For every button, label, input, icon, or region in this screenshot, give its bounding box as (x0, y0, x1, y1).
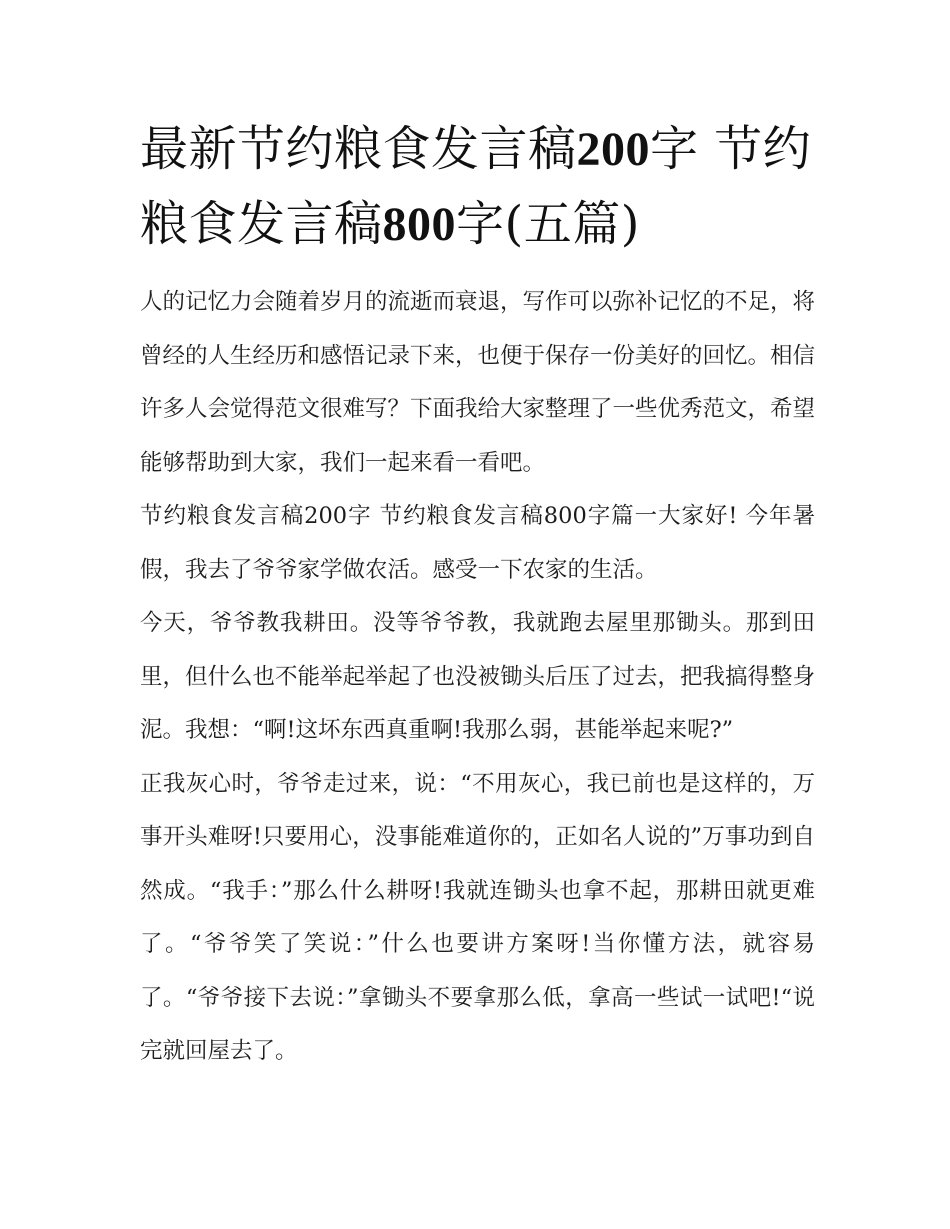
title-number: 200 (576, 123, 651, 176)
title-number: 800 (382, 198, 457, 251)
paragraph-heading-greeting: 节约粮食发言稿200字 节约粮食发言稿800字篇一大家好! 今年暑假，我去了爷爷家学做农活。感受一下农家的生活。 (140, 503, 815, 583)
paragraph-intro: 人的记忆力会随着岁月的流逝而衰退，写作可以弥补记忆的不足，将曾经的人生经历和感悟记录下来，也便于保存一份美好的回忆。相信许多人会觉得范文很难写？下面我给大家整理了一些优秀范文，希望能够帮助到大家，我们一起来看一看吧。 (140, 289, 816, 476)
paragraph-plowing: 今天，爷爷教我耕田。没等爷爷教，我就跑去屋里那锄头。那到田里，但什么也不能举起举起了也没被锄头后压了过去，把我搞得整身泥。我想：“啊!这坏东西真重啊!我那么弱，甚能举起来呢?” (140, 610, 816, 743)
document-title: 最新节约粮食发言稿200字 节约粮食发言稿800字(五篇) (140, 121, 812, 252)
document-page (140, 112, 815, 1079)
paragraph-grandpa-advice: 正我灰心时，爷爷走过来，说：“不用灰心，我已前也是这样的，万事开头难呀!只要用心，没事能难道你的，正如名人说的”万事功到自然成。“我手：”那么什么耕呀!我就连锄头也拿不起，那耕田就更难了。“爷爷笑了笑说：”什么也要讲方案呀!当你懂方法，就容易了。“爷爷接下去说：”拿锄头不要拿那么低，拿高一些试一试吧!“说完就回屋去了。 (140, 770, 815, 1064)
document-body (140, 276, 815, 1079)
